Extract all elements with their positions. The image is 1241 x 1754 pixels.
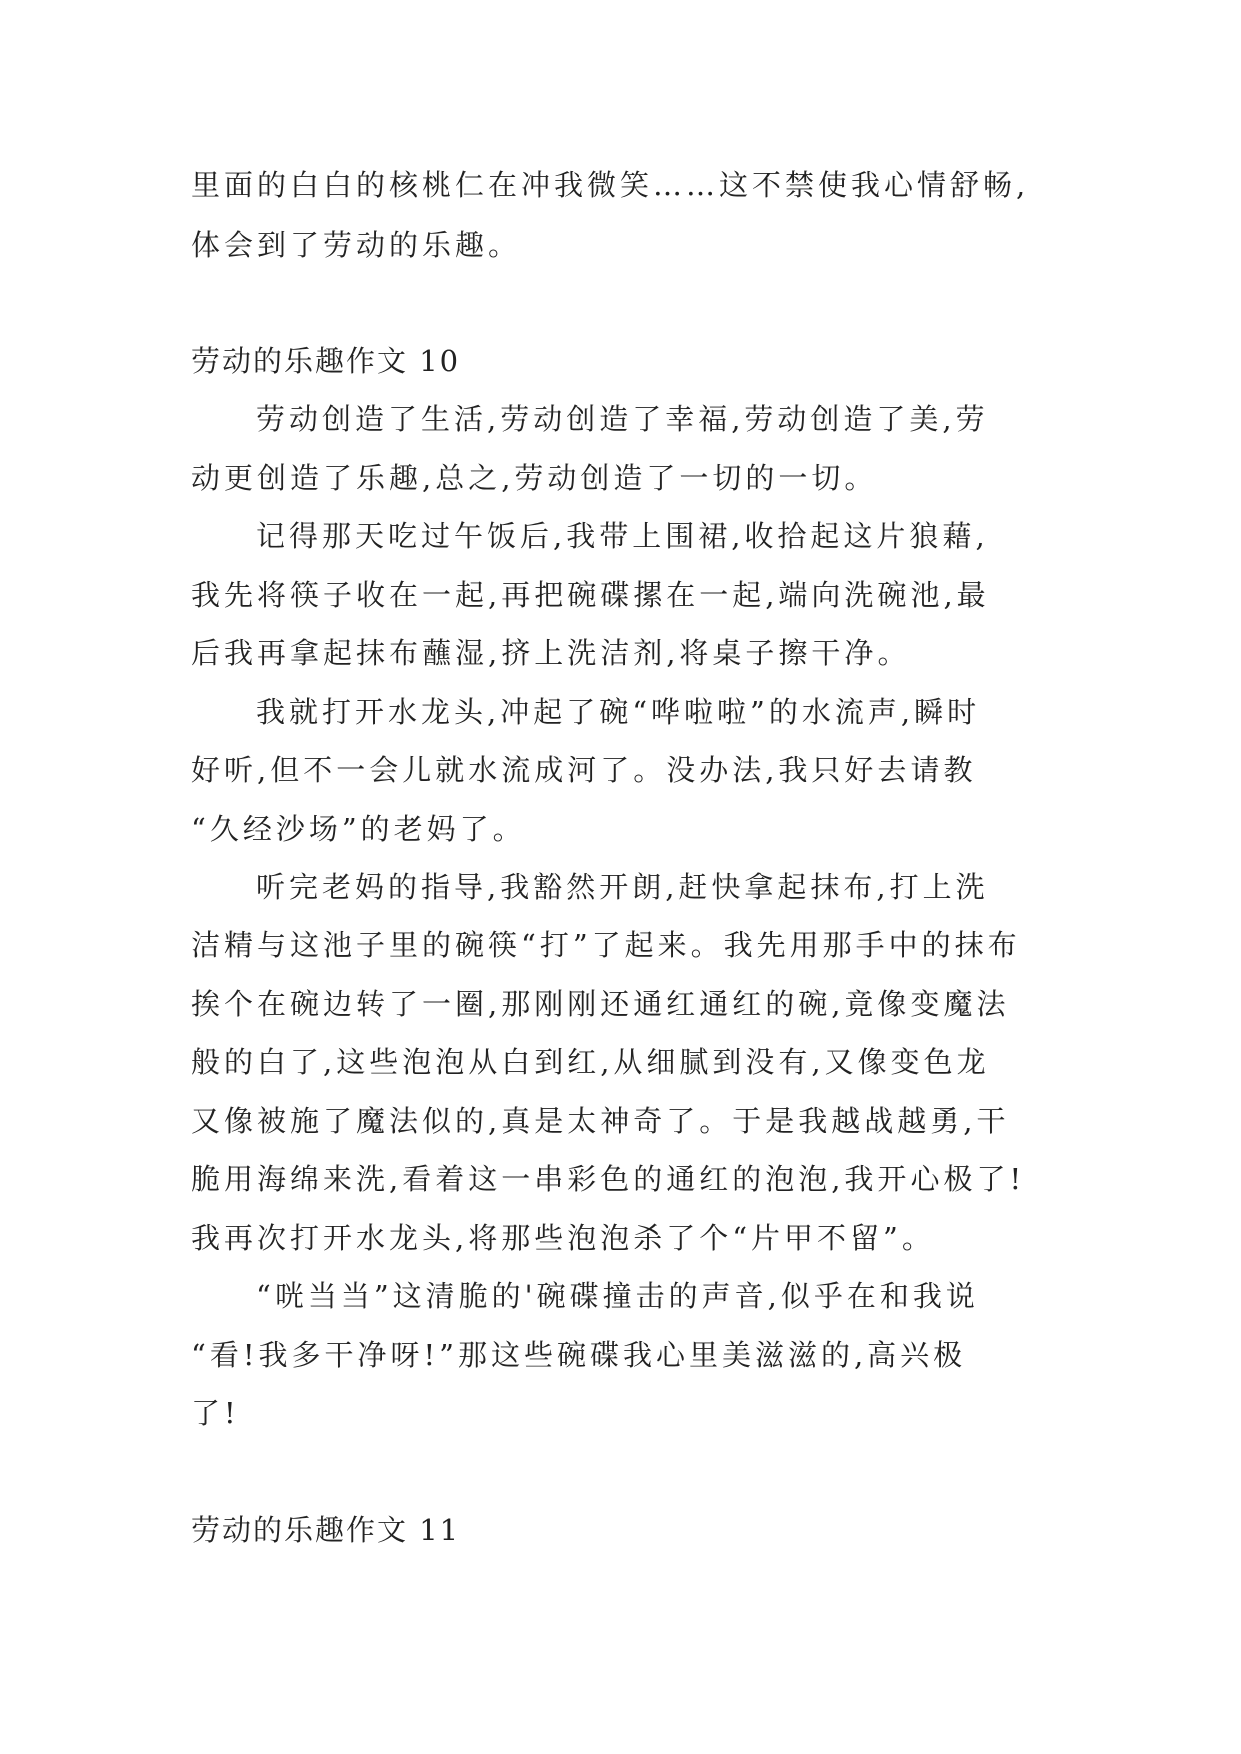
paragraph-line: “看!我多干净呀!”那这些碗碟我心里美滋滋的,高兴极	[191, 1338, 967, 1372]
paragraph-line: 听完老妈的指导,我豁然开朗,赶快拿起抹布,打上洗	[256, 870, 989, 904]
paragraph-line: 脆用海绵来洗,看着这一串彩色的通红的泡泡,我开心极了!	[191, 1162, 1026, 1196]
paragraph-line: 洁精与这池子里的碗筷“打”了起来。我先用那手中的抹布	[191, 928, 1021, 962]
paragraph-line: 挨个在碗边转了一圈,那刚刚还通红通红的碗,竟像变魔法	[191, 987, 1010, 1021]
paragraph-line: 我再次打开水龙头,将那些泡泡杀了个“片甲不留”。	[191, 1221, 935, 1255]
paragraph-line: “久经沙场”的老妈了。	[191, 812, 526, 846]
paragraph-line: 好听,但不一会儿就水流成河了。没办法,我只好去请教	[191, 753, 977, 787]
paragraph-line: 体会到了劳动的乐趣。	[191, 228, 522, 262]
paragraph-line: 般的白了,这些泡泡从白到红,从细腻到没有,又像变色龙	[191, 1045, 990, 1079]
essay-heading: 劳动的乐趣作文 11	[191, 1513, 461, 1547]
essay-heading: 劳动的乐趣作文 10	[191, 344, 461, 378]
paragraph-line: 我就打开水龙头,冲起了碗“哗啦啦”的水流声,瞬时	[256, 695, 981, 729]
paragraph-line: 又像被施了魔法似的,真是太神奇了。于是我越战越勇,干	[191, 1104, 1010, 1138]
paragraph-line: 劳动创造了生活,劳动创造了幸福,劳动创造了美,劳	[256, 402, 989, 436]
paragraph-line: 动更创造了乐趣,总之,劳动创造了一切的一切。	[191, 461, 878, 495]
paragraph-line: 后我再拿起抹布蘸湿,挤上洗洁剂,将桌子擦干净。	[191, 636, 911, 670]
paragraph-line: 记得那天吃过午饭后,我带上围裙,收拾起这片狼藉,	[256, 519, 989, 553]
paragraph-line: 我先将筷子收在一起,再把碗碟摞在一起,端向洗碗池,最	[191, 578, 990, 612]
paragraph-line: “咣当当”这清脆的'碗碟撞击的声音,似乎在和我说	[256, 1279, 979, 1313]
paragraph-line: 里面的白白的核桃仁在冲我微笑……这不禁使我心情舒畅,	[191, 168, 1030, 202]
paragraph-line: 了!	[191, 1396, 240, 1430]
